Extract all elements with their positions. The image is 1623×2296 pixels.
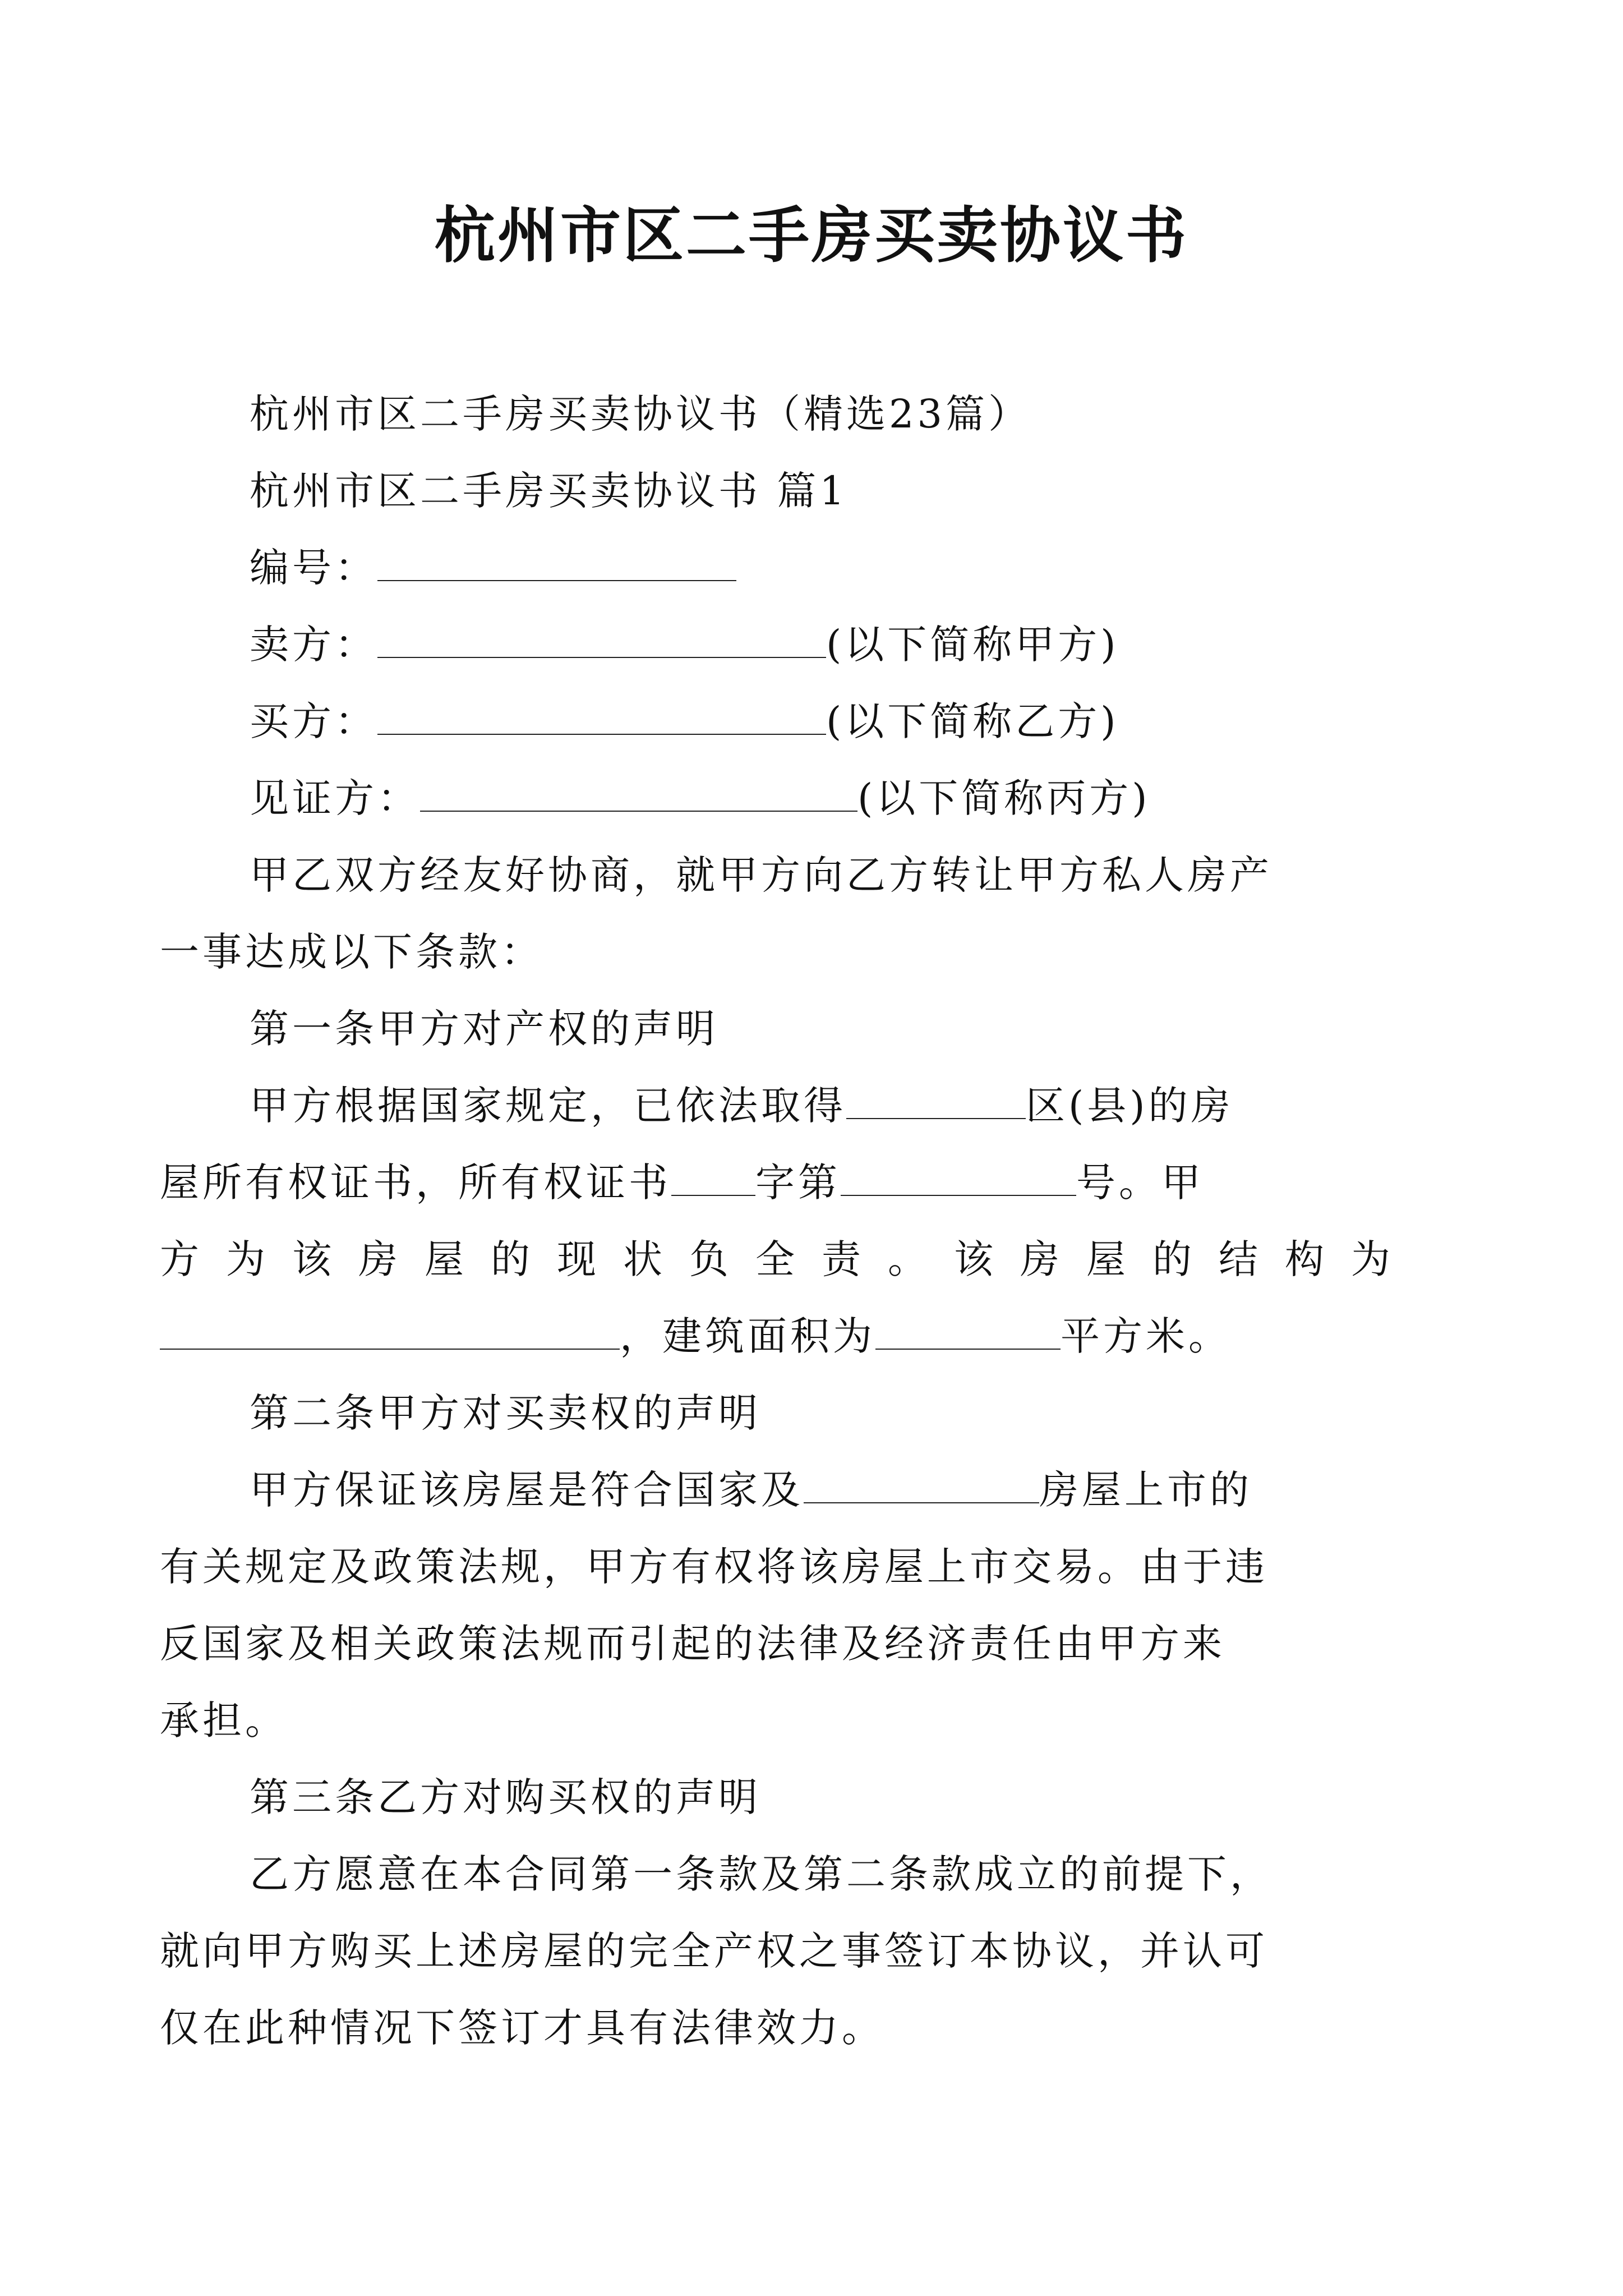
article-2-line-3: 反国家及相关政策法规而引起的法律及经济责任由甲方来 (160, 1621, 1225, 1667)
seller-suffix: (以下简称甲方) (826, 622, 1119, 668)
structure-blank (160, 1316, 620, 1350)
article-1-text: 屋所有权证书，所有权证书 (160, 1159, 671, 1205)
seller-field (250, 606, 1388, 683)
seller-label: 卖方： (250, 622, 377, 668)
area-blank (875, 1316, 1061, 1350)
buyer-label: 买方： (250, 698, 377, 744)
article-1-text: 号。甲 (1076, 1159, 1204, 1205)
document-title: 杭州市区二手房买卖协议书 (434, 200, 1188, 271)
certificate-word-blank (671, 1162, 755, 1196)
article-1-heading: 第一条甲方对产权的声明 (250, 1006, 718, 1052)
intro-line-2: 一事达成以下条款： (160, 929, 543, 975)
witness-suffix: (以下简称丙方) (857, 775, 1151, 821)
article-1-line-1 (250, 1068, 1388, 1144)
buyer-field (250, 683, 1388, 760)
article-2-text: 甲方保证该房屋是符合国家及 (250, 1467, 804, 1513)
certificate-number-blank (841, 1162, 1076, 1196)
number-blank (377, 547, 736, 581)
article-2-line-4: 承担。 (160, 1697, 288, 1743)
article-1-text: 区(县)的房 (1026, 1083, 1234, 1129)
intro-line-1: 甲乙双方经友好协商，就甲方向乙方转让甲方私人房产 (250, 852, 1272, 898)
witness-label: 见证方： (250, 775, 420, 821)
article-3-line-3: 仅在此种情况下签订才具有法律效力。 (160, 2005, 884, 2051)
article-3-heading: 第三条乙方对购买权的声明 (250, 1774, 761, 1820)
article-2-text: 房屋上市的 (1039, 1467, 1252, 1513)
article-3-line-1: 乙方愿意在本合同第一条款及第二条款成立的前提下， (250, 1851, 1272, 1897)
article-1-text: 平方米。 (1061, 1313, 1231, 1359)
article-1-text: 字第 (755, 1159, 841, 1205)
document-subtitle: 杭州市区二手房买卖协议书（精选23篇） (250, 391, 1031, 437)
section-heading: 杭州市区二手房买卖协议书 篇1 (250, 468, 848, 514)
buyer-suffix: (以下简称乙方) (826, 698, 1119, 744)
article-2-heading: 第二条甲方对买卖权的声明 (250, 1390, 761, 1436)
document-body (160, 376, 1417, 2067)
number-label: 编号： (250, 545, 377, 591)
witness-blank (420, 778, 857, 812)
article-2-line-2: 有关规定及政策法规，甲方有权将该房屋上市交易。由于违 (160, 1544, 1268, 1590)
article-1-text: ，建筑面积为 (620, 1313, 875, 1359)
seller-blank (377, 624, 826, 658)
number-field (250, 530, 1388, 606)
witness-field (250, 760, 1388, 837)
buyer-blank (377, 701, 826, 735)
article-1-line-3: 方为该房屋的现状负全责。该房屋的结构为 (160, 1236, 1417, 1282)
article-1-line-2 (160, 1144, 1388, 1221)
regulation-blank (804, 1470, 1039, 1503)
article-3-line-2: 就向甲方购买上述房屋的完全产权之事签订本协议，并认可 (160, 1928, 1268, 1974)
article-1-line-4 (160, 1298, 1388, 1375)
district-blank (846, 1085, 1026, 1119)
article-2-line-1 (250, 1452, 1388, 1529)
article-1-text: 甲方根据国家规定，已依法取得 (250, 1083, 846, 1129)
